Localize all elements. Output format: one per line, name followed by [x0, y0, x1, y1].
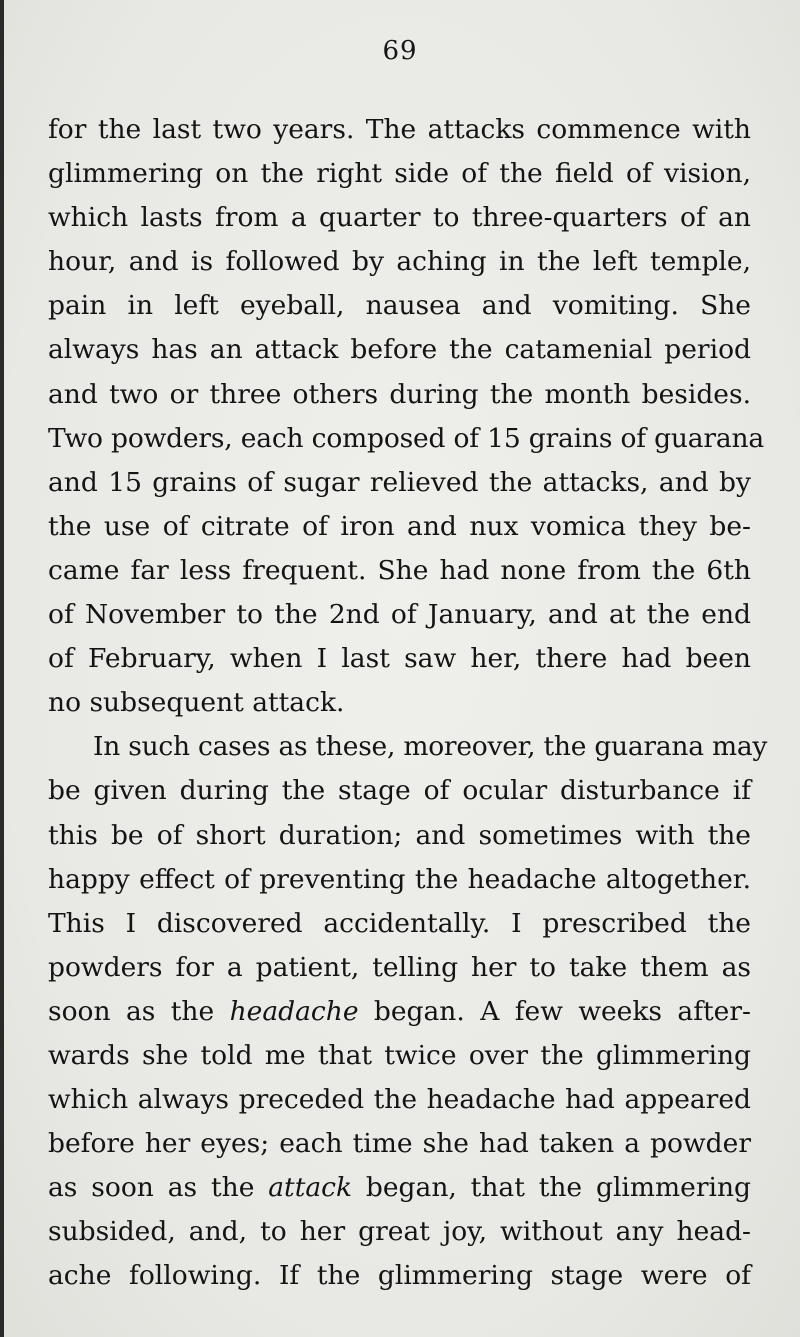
text-line: hour, and is followed by aching in the left temple, [48, 246, 751, 278]
text-line: subsided, and, to her great joy, without any head- [48, 1216, 751, 1248]
text-segment: began. A few weeks after- [358, 995, 751, 1027]
text-segment: began, that the glimmering [352, 1172, 752, 1204]
text-line: ache following. If the glimmering stage were of [48, 1260, 751, 1292]
text-line: wards she told me that twice over the glimmering [48, 1039, 751, 1071]
text-line: glimmering on the right side of the field of vision, [48, 158, 751, 190]
text-line: happy effect of preventing the headache altogether. [48, 863, 751, 895]
text-line: for the last two years. The attacks commence with [48, 114, 751, 145]
text-line: Two powders, each composed of 15 grains of guarana [48, 422, 764, 454]
text-line: no subsequent attack. [48, 687, 345, 719]
text-segment: soon as the [48, 995, 230, 1027]
text-line: of November to the 2nd of January, and at the end [48, 599, 751, 631]
text-line: be given during the stage of ocular disturbance if [48, 775, 751, 807]
text-line [48, 990, 751, 1034]
text-line: always has an attack before the catamenial period [48, 334, 751, 366]
text-line: and two or three others during the month besides. [48, 378, 751, 410]
text-line: of February, when I last saw her, there had been [48, 643, 751, 675]
page-number: 69 [382, 36, 418, 66]
text-line: pain in left eyeball, nausea and vomiting. She [48, 290, 751, 322]
text-line: This I discovered accidentally. I prescribed the [48, 907, 751, 939]
text-line: this be of short duration; and sometimes with the [48, 819, 751, 851]
text-line: and 15 grains of sugar relieved the attacks, and by [48, 466, 751, 498]
text-line: In such cases as these, moreover, the guarana may [93, 731, 768, 763]
text-line: came far less frequent. She had none from the 6th [48, 554, 751, 586]
text-segment: as soon as the [48, 1172, 269, 1204]
italic-word: attack [268, 1172, 353, 1204]
page-edge-shadow [0, 0, 4, 1337]
text-line: which lasts from a quarter to three-quarters of an [48, 202, 751, 234]
text-line [48, 1166, 751, 1210]
text-line: before her eyes; each time she had taken a powder [48, 1128, 751, 1160]
italic-word: headache [229, 995, 359, 1027]
text-line: the use of citrate of iron and nux vomica they be- [48, 510, 751, 542]
text-line: powders for a patient, telling her to take them as [48, 951, 751, 983]
text-line: which always preceded the headache had appeared [48, 1084, 751, 1116]
body-text [48, 108, 768, 1299]
